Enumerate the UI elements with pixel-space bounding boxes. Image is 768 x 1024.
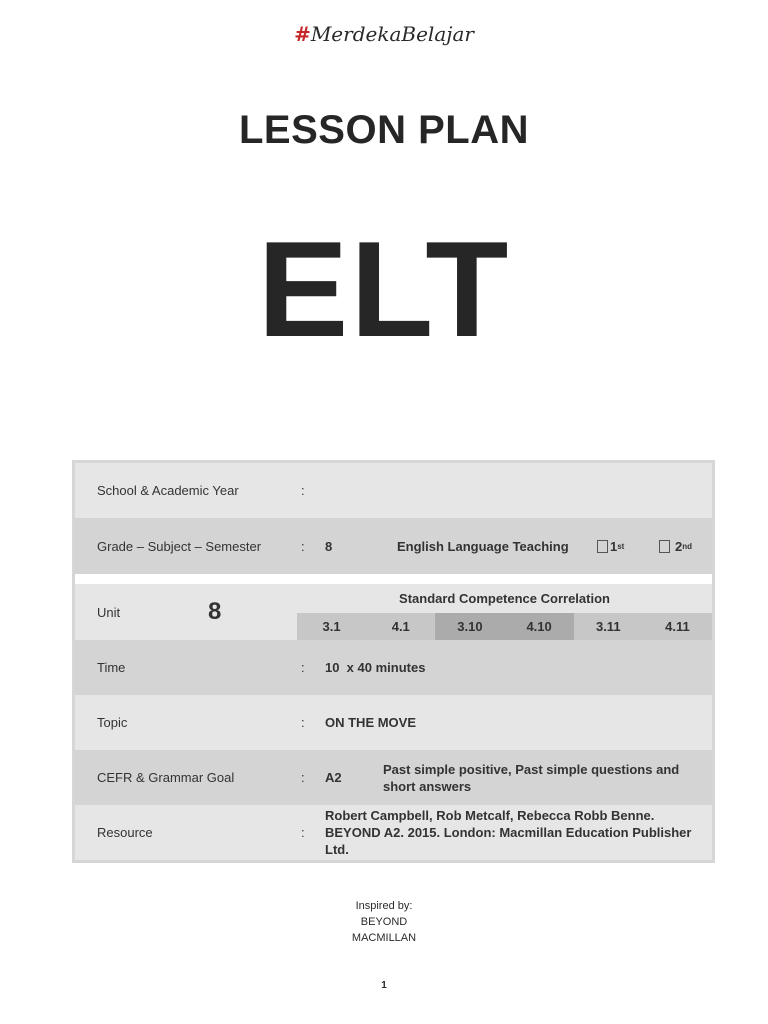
sc-code: 3.10 [435, 613, 504, 640]
row-resource [75, 805, 712, 860]
row-grade [75, 518, 712, 574]
footer-macmillan: MACMILLAN [351, 932, 417, 944]
semester-2-label: 2 [675, 538, 683, 554]
footer-beyond: BEYOND [360, 916, 408, 928]
sc-code: 4.11 [643, 613, 712, 640]
cefr-colon: : [301, 770, 305, 785]
checkbox-icon[interactable] [659, 540, 670, 553]
school-label: School & Academic Year [97, 483, 239, 498]
row-school [75, 463, 712, 518]
time-colon: : [301, 660, 305, 675]
sc-code: 3.11 [574, 613, 643, 640]
topic-colon: : [301, 715, 305, 730]
grade-colon: : [301, 538, 305, 554]
time-value: 10 x 40 minutes [325, 660, 426, 675]
topic-label: Topic [97, 715, 128, 730]
cefr-level: A2 [325, 770, 342, 785]
brand-name: MerdekaBelajar [310, 22, 474, 46]
sc-code: 4.10 [505, 613, 574, 640]
grade-value: 8 [325, 538, 333, 554]
topic-value: ON THE MOVE [325, 715, 417, 730]
row-unit [75, 584, 712, 640]
semester-2-suffix: nd [682, 541, 693, 551]
resource-value: Robert Campbell, Rob Metcalf, Rebecca Robb Benne. BEYOND A2. 2015. London: Macmillan Education Publisher Ltd. [325, 808, 692, 857]
lesson-info-table [72, 460, 715, 863]
semester-2-option[interactable] [659, 518, 692, 574]
time-label: Time [97, 660, 126, 675]
semester-1-suffix: st [617, 541, 625, 551]
page-number: 1 [381, 980, 387, 991]
unit-label: Unit [97, 604, 121, 620]
row-topic [75, 695, 712, 750]
semester-1-option[interactable] [597, 518, 624, 574]
table-divider [75, 574, 712, 584]
row-time [75, 640, 712, 695]
checkbox-icon[interactable] [597, 540, 608, 553]
brand-hash: # [294, 22, 311, 46]
sc-code: 4.1 [366, 613, 435, 640]
subject-code: ELT [257, 213, 511, 365]
school-colon: : [301, 483, 305, 498]
standard-competence-codes [297, 613, 712, 640]
footer-credits [0, 898, 768, 946]
footer-inspired: Inspired by: [355, 900, 413, 912]
sc-code: 3.1 [297, 613, 366, 640]
resource-colon: : [301, 825, 305, 840]
row-cefr [75, 750, 712, 805]
semester-1-label: 1 [610, 538, 618, 554]
cefr-label: CEFR & Grammar Goal [97, 770, 235, 785]
page-title: LESSON PLAN [239, 108, 529, 152]
brand-logo [0, 22, 768, 46]
unit-value: 8 [208, 598, 222, 625]
grammar-goal: Past simple positive, Past simple questions and short answers [383, 761, 680, 794]
grade-label: Grade – Subject – Semester [97, 538, 262, 554]
standard-competence-title: Standard Competence Correlation [297, 584, 712, 612]
resource-label: Resource [97, 825, 153, 840]
subject-value: English Language Teaching [397, 538, 569, 554]
